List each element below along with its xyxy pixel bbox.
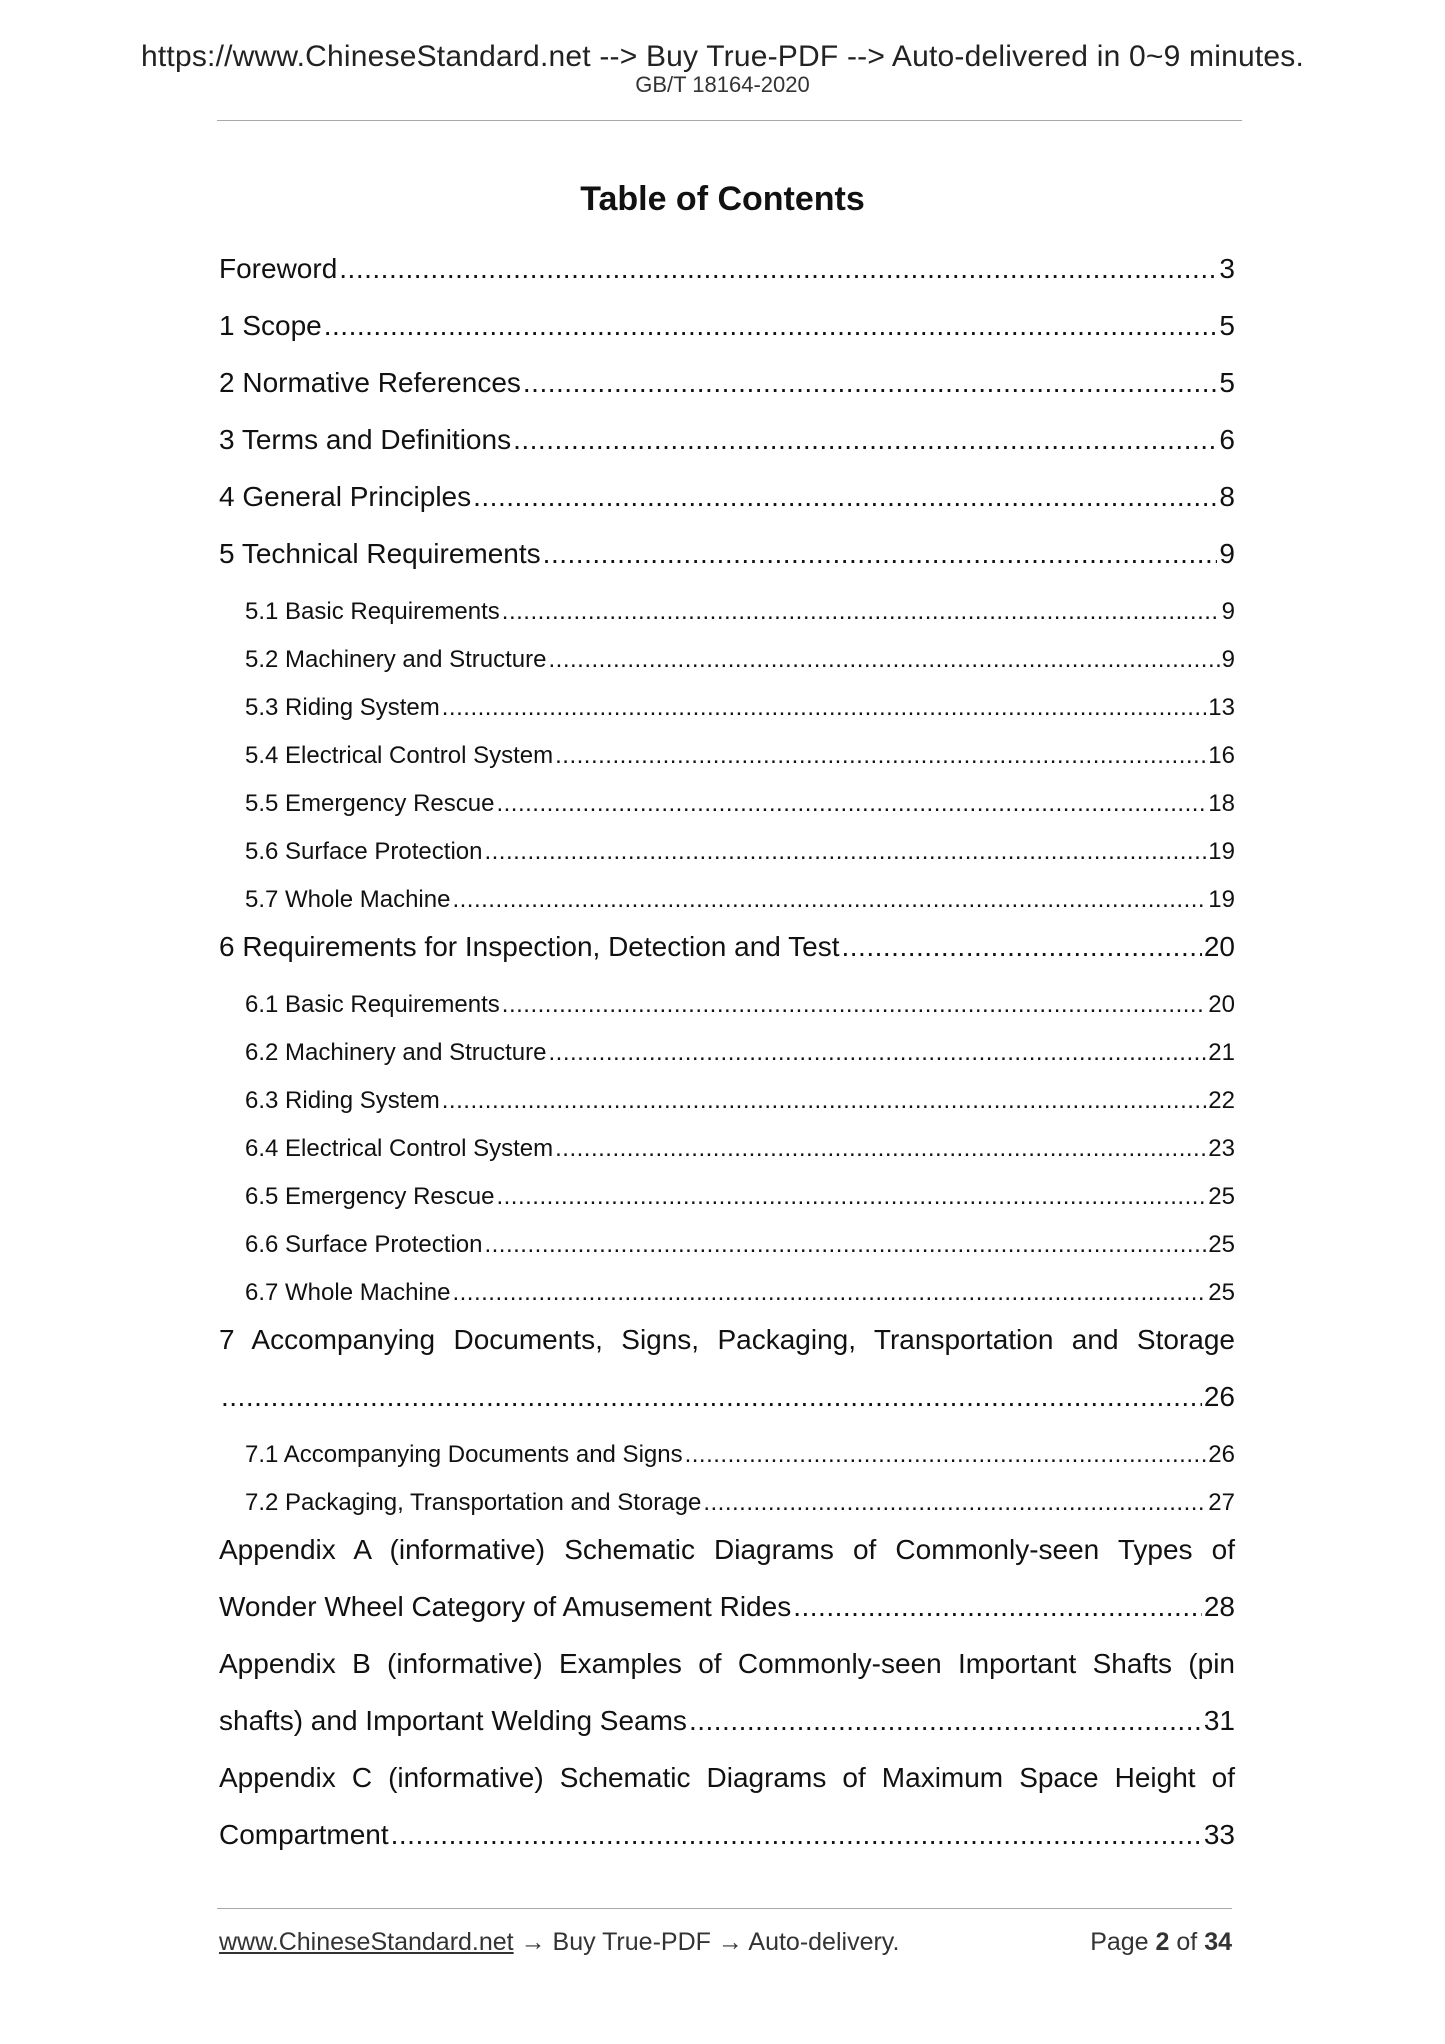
toc-label: 7.1 Accompanying Documents and Signs	[245, 1441, 683, 1468]
toc-entry-7-1[interactable]	[245, 1441, 1235, 1469]
toc-label: 1 Scope	[219, 310, 322, 341]
toc-page: 20	[1203, 931, 1235, 962]
leader-dots	[484, 838, 1206, 866]
toc-entry-6-4[interactable]	[245, 1135, 1235, 1163]
toc-label: 6.2 Machinery and Structure	[245, 1039, 547, 1066]
toc-label: 5 Technical Requirements	[219, 538, 541, 569]
leader-dots	[339, 253, 1217, 285]
toc-label: 5.4 Electrical Control System	[245, 742, 554, 769]
toc-label: 6.3 Riding System	[245, 1087, 440, 1114]
leader-dots	[221, 1381, 1202, 1413]
leader-dots	[842, 931, 1202, 963]
toc-entry-appendix-b-line2[interactable]	[219, 1705, 1235, 1737]
url-banner: https://www.ChineseStandard.net --> Buy True-PDF --> Auto-delivered in 0~9 minutes.	[141, 40, 1304, 73]
toc-entry-6-3[interactable]	[245, 1087, 1235, 1115]
toc-page: 5	[1219, 310, 1235, 341]
leader-dots	[484, 1231, 1206, 1259]
toc-label: 5.5 Emergency Rescue	[245, 790, 495, 817]
toc-entry-foreword[interactable]	[219, 253, 1235, 285]
toc-entry-scope[interactable]	[219, 310, 1235, 342]
toc-entry-5-2[interactable]	[245, 646, 1235, 674]
toc-page: 6	[1219, 424, 1235, 455]
page-footer	[219, 1928, 1232, 1957]
toc-entry-6-5[interactable]	[245, 1183, 1235, 1211]
toc-page: 26	[1208, 1441, 1235, 1468]
toc-label: 6.1 Basic Requirements	[245, 991, 500, 1018]
toc-page: 31	[1203, 1705, 1235, 1736]
toc-entry-6-6[interactable]	[245, 1231, 1235, 1259]
leader-dots	[685, 1441, 1207, 1469]
leader-dots	[555, 742, 1206, 770]
toc-label: 4 General Principles	[219, 481, 472, 512]
toc-label: 5.1 Basic Requirements	[245, 598, 500, 625]
leader-dots	[703, 1489, 1206, 1517]
toc-entry-6-2[interactable]	[245, 1039, 1235, 1067]
leader-dots	[391, 1819, 1202, 1851]
toc-page: 9	[1221, 598, 1235, 625]
leader-dots	[452, 886, 1206, 914]
toc-page: 8	[1219, 481, 1235, 512]
leader-dots	[549, 646, 1220, 674]
toc-page: 20	[1208, 991, 1235, 1018]
toc-label: 6 Requirements for Inspection, Detection and Test	[219, 931, 840, 962]
toc-page: 18	[1208, 790, 1235, 817]
toc-label: 3 Terms and Definitions	[219, 424, 512, 455]
leader-dots	[523, 367, 1218, 399]
toc-label: 6.4 Electrical Control System	[245, 1135, 554, 1162]
leader-dots	[513, 424, 1217, 456]
toc-entry-5-5[interactable]	[245, 790, 1235, 818]
footer-divider	[217, 1908, 1232, 1909]
leader-dots	[442, 694, 1207, 722]
toc-page: 21	[1208, 1039, 1235, 1066]
toc-entry-6-1[interactable]	[245, 991, 1235, 1019]
leader-dots	[496, 790, 1206, 818]
footer-tagline: → Buy True-PDF → Auto-delivery.	[513, 1928, 900, 1956]
toc-entry-7-2[interactable]	[245, 1489, 1235, 1517]
toc-entry-general-principles[interactable]	[219, 481, 1235, 513]
toc-page: 19	[1208, 886, 1235, 913]
page-total: 34	[1204, 1928, 1232, 1956]
toc-label: 5.3 Riding System	[245, 694, 440, 721]
toc-entry-5-6[interactable]	[245, 838, 1235, 866]
toc-page: 28	[1203, 1591, 1235, 1622]
toc-label: shafts) and Important Welding Seams	[219, 1705, 687, 1736]
site-link[interactable]: www.ChineseStandard.net	[219, 1928, 514, 1956]
leader-dots	[496, 1183, 1206, 1211]
toc-label: Compartment	[219, 1819, 389, 1850]
toc-entry-appendix-c-line2[interactable]	[219, 1819, 1235, 1851]
toc-label: 7.2 Packaging, Transportation and Storage	[245, 1489, 702, 1516]
toc-page: 16	[1208, 742, 1235, 769]
toc-page: 26	[1203, 1381, 1235, 1412]
toc-label: 2 Normative References	[219, 367, 521, 398]
toc-entry-inspection[interactable]	[219, 931, 1235, 963]
toc-page: 33	[1203, 1819, 1235, 1850]
toc-label: Wonder Wheel Category of Amusement Rides	[219, 1591, 792, 1622]
leader-dots	[324, 310, 1218, 342]
toc-page: 25	[1208, 1183, 1235, 1210]
leader-dots	[442, 1087, 1207, 1115]
toc-entry-6-7[interactable]	[245, 1279, 1235, 1307]
toc-entry-appendix-a-line2[interactable]	[219, 1591, 1235, 1623]
header-divider	[217, 120, 1242, 121]
leader-dots	[502, 598, 1220, 626]
toc-label: 5.6 Surface Protection	[245, 838, 483, 865]
toc-page: 22	[1208, 1087, 1235, 1114]
toc-entry-technical-requirements[interactable]	[219, 538, 1235, 570]
toc-page: 23	[1208, 1135, 1235, 1162]
toc-entry-7-line1[interactable]: 7 Accompanying Documents, Signs, Packaging, Transportation and Storage	[219, 1324, 1235, 1355]
toc-entry-7-line2[interactable]	[219, 1381, 1235, 1413]
toc-label: Foreword	[219, 253, 338, 284]
toc-entry-5-1[interactable]	[245, 598, 1235, 626]
toc-page: 9	[1221, 646, 1235, 673]
page-indicator	[1090, 1928, 1232, 1957]
toc-page: 25	[1208, 1231, 1235, 1258]
page-current: 2	[1155, 1928, 1170, 1956]
leader-dots	[452, 1279, 1206, 1307]
page-prefix: Page	[1090, 1928, 1156, 1956]
leader-dots	[502, 991, 1207, 1019]
toc-entry-appendix-a-line1[interactable]: Appendix A (informative) Schematic Diagrams of Commonly-seen Types of	[219, 1534, 1235, 1565]
leader-dots	[793, 1591, 1202, 1623]
toc-page: 9	[1219, 538, 1235, 569]
toc-entry-normative-references[interactable]	[219, 367, 1235, 399]
toc-label: 6.5 Emergency Rescue	[245, 1183, 495, 1210]
toc-entry-appendix-c-line1[interactable]: Appendix C (informative) Schematic Diagrams of Maximum Space Height of	[219, 1762, 1235, 1793]
toc-page: 3	[1219, 253, 1235, 284]
toc-page: 27	[1208, 1489, 1235, 1516]
toc-label: 5.2 Machinery and Structure	[245, 646, 547, 673]
toc-entry-5-3[interactable]	[245, 694, 1235, 722]
page-title: Table of Contents	[580, 180, 865, 218]
toc-entry-terms-definitions[interactable]	[219, 424, 1235, 456]
toc-entry-5-7[interactable]	[245, 886, 1235, 914]
leader-dots	[473, 481, 1217, 513]
toc-page: 25	[1208, 1279, 1235, 1306]
toc-page: 13	[1208, 694, 1235, 721]
toc-page: 19	[1208, 838, 1235, 865]
leader-dots	[555, 1135, 1206, 1163]
leader-dots	[543, 538, 1218, 570]
toc-entry-appendix-b-line1[interactable]: Appendix B (informative) Examples of Commonly-seen Important Shafts (pin	[219, 1648, 1235, 1679]
page-of: of	[1169, 1928, 1205, 1956]
toc-label: 5.7 Whole Machine	[245, 886, 451, 913]
toc-page: 5	[1219, 367, 1235, 398]
toc-label: 6.7 Whole Machine	[245, 1279, 451, 1306]
leader-dots	[549, 1039, 1207, 1067]
toc-entry-5-4[interactable]	[245, 742, 1235, 770]
standard-code: GB/T 18164-2020	[635, 72, 810, 97]
toc-label: 6.6 Surface Protection	[245, 1231, 483, 1258]
leader-dots	[689, 1705, 1202, 1737]
